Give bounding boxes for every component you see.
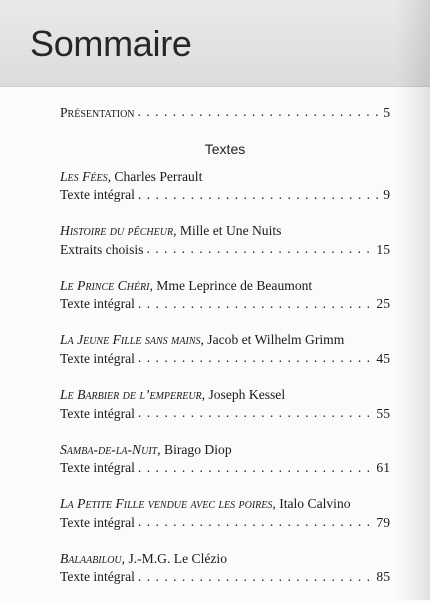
presentation-label: Présentation	[60, 104, 135, 120]
work-title: Histoire du pêcheur,	[60, 223, 177, 239]
author: Mme Leprince de Beaumont	[156, 277, 313, 293]
work-title: Le Prince Chéri,	[60, 277, 153, 293]
table-of-contents	[60, 103, 390, 604]
entry-page: 61	[376, 460, 390, 476]
entry-line: Texte intégral	[60, 350, 135, 366]
work-title: Balaabilou,	[60, 550, 126, 566]
author: Jacob et Wilhelm Grimm	[207, 332, 345, 348]
author: Joseph Kessel	[208, 386, 286, 402]
work-title: Samba-de-la-Nuit,	[60, 441, 161, 457]
entry-line: Texte intégral	[60, 296, 135, 312]
dot-leader	[138, 349, 373, 363]
section-title: Textes	[204, 140, 246, 157]
entry-line: Texte intégral	[60, 569, 135, 585]
header-band	[0, 0, 430, 87]
entry-line: Texte intégral	[60, 405, 135, 421]
work-title: Le Barbier de l’empereur,	[60, 386, 206, 402]
entry-line: Texte intégral	[60, 187, 135, 203]
page-title: Sommaire	[30, 23, 192, 64]
entry-line: Texte intégral	[60, 514, 135, 530]
author: Mille et Une Nuits	[179, 223, 282, 239]
author: J.-M.G. Le Clézio	[128, 550, 227, 566]
dot-leader	[138, 568, 373, 582]
work-title: La Jeune Fille sans mains,	[60, 332, 204, 348]
toc-entry[interactable]	[60, 331, 390, 368]
dot-leader	[138, 459, 373, 473]
entry-page: 55	[376, 405, 390, 421]
toc-entry[interactable]	[60, 222, 390, 259]
toc-entry[interactable]	[60, 386, 390, 423]
presentation-page: 5	[383, 104, 390, 120]
toc-entry[interactable]	[60, 495, 390, 532]
toc-entry[interactable]	[60, 550, 390, 587]
author: Italo Calvino	[279, 496, 351, 512]
toc-entry[interactable]	[60, 441, 390, 478]
work-title: La Petite Fille vendue avec les poires,	[60, 496, 276, 512]
entry-line: Texte intégral	[60, 460, 135, 476]
entry-page: 45	[376, 350, 390, 366]
toc-entry[interactable]	[60, 277, 390, 314]
entry-page: 15	[376, 241, 390, 257]
entry-page: 9	[383, 187, 390, 203]
author: Charles Perrault	[114, 168, 203, 184]
dot-leader	[138, 186, 380, 200]
dot-leader	[138, 295, 373, 309]
work-title: Les Fées,	[60, 168, 111, 184]
entry-page: 79	[376, 514, 390, 530]
author: Birago Diop	[164, 441, 232, 457]
dot-leader	[146, 240, 373, 254]
toc-presentation-row[interactable]	[60, 103, 390, 122]
dot-leader	[138, 404, 373, 418]
dot-leader	[138, 513, 373, 527]
entry-page: 25	[376, 296, 390, 312]
page-edge-shadow	[396, 0, 430, 600]
dot-leader	[138, 103, 381, 117]
entry-line: Extraits choisis	[60, 241, 144, 257]
toc-entry[interactable]	[60, 168, 390, 205]
entry-page: 85	[376, 569, 390, 585]
